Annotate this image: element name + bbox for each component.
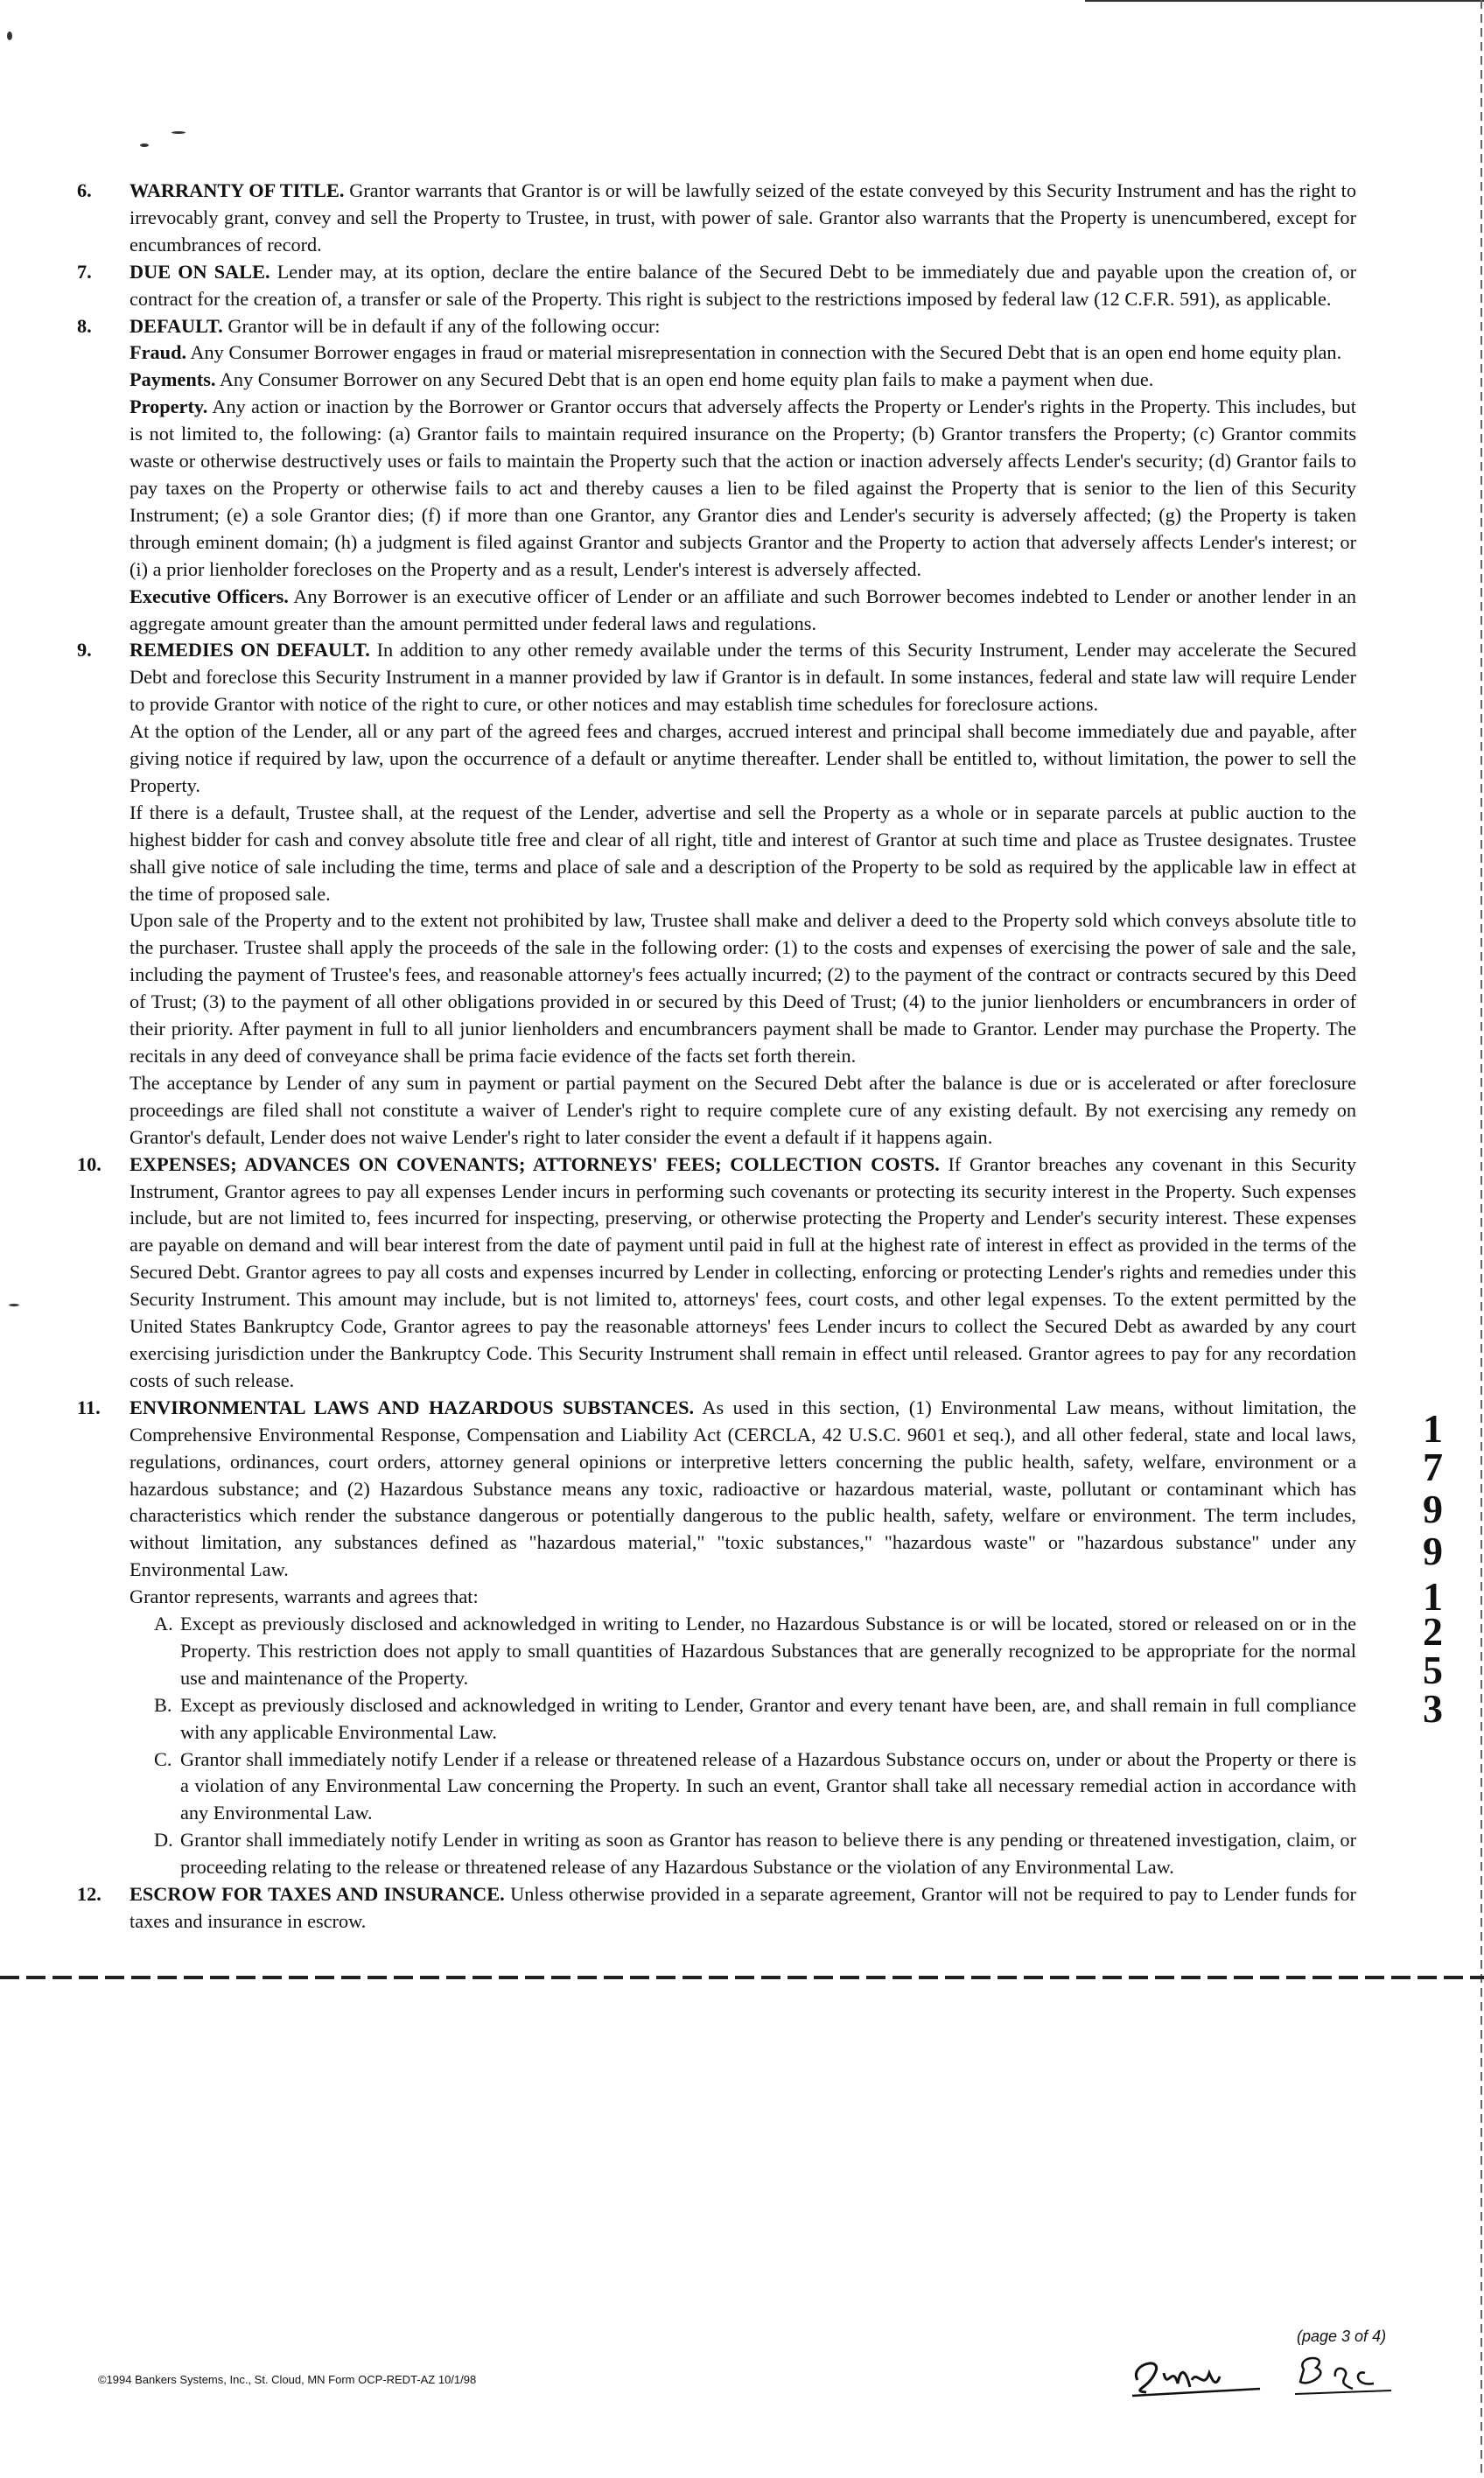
section-text: Unless otherwise provided in a separate agreement, Grantor will not be required to pay to Lender funds for taxes and insurance in escrow. bbox=[130, 1883, 1356, 1932]
scan-edge-line bbox=[1085, 0, 1484, 2]
env-item-label: B. bbox=[154, 1693, 172, 1716]
env-item-d bbox=[77, 1827, 1356, 1881]
section-12 bbox=[77, 1881, 1356, 1936]
default-item-text: Any Borrower is an executive officer of Lender or an affiliate and such Borrower becomes indebted to Lender or another lender in an aggregate amount greater than the amount permitted under federal laws and regulations. bbox=[130, 584, 1357, 634]
default-item-text: Any Consumer Borrower on any Secured Debt that is an open end home equity plan fails to make a payment when due. bbox=[215, 368, 1154, 391]
section-heading: WARRANTY OF TITLE. bbox=[130, 179, 345, 201]
section-heading: ESCROW FOR TAXES AND INSURANCE. bbox=[130, 1883, 505, 1906]
section-heading: REMEDIES ON DEFAULT. bbox=[130, 639, 370, 662]
env-item-text: Grantor shall immediately notify Lender if a release or threatened release of a Hazardous Substance occurs on, under or about the Property or there is a violation of any Environmental Law concerning the Property. In such an event, Grantor shall take all necessary remedial action in accordance with any Environmental Law. bbox=[180, 1747, 1356, 1824]
stamp-digit: 9 bbox=[1423, 1487, 1444, 1531]
env-item-b bbox=[77, 1692, 1356, 1746]
stamp-digit: 3 bbox=[1423, 1686, 1444, 1731]
scan-speck bbox=[9, 1304, 19, 1306]
section-number: 12. bbox=[77, 1883, 102, 1906]
env-item-a bbox=[77, 1611, 1356, 1692]
stamp-digit: 9 bbox=[1423, 1529, 1444, 1573]
env-item-label: A. bbox=[154, 1613, 173, 1635]
remedies-paragraph: If there is a default, Trustee shall, at the request of the Lender, advertise and sell the Property as a whole or in separate parcels at public auction to the highest bidder for cash and convey absolute title free and clear of all right, title and interest of Grantor at such time and place as Trustee designates. Trustee shall give notice of sale including the time, terms and place of sale and a description of the Property to be sold as required by the applicable law in effect at the time of proposed sale. bbox=[130, 801, 1356, 905]
section-heading: DEFAULT. bbox=[130, 314, 223, 337]
default-item-title: Property. bbox=[130, 396, 208, 418]
section-number: 10. bbox=[77, 1152, 102, 1175]
document-body bbox=[77, 178, 1356, 1936]
section-heading: DUE ON SALE. bbox=[130, 260, 270, 283]
default-item-property bbox=[130, 394, 1356, 583]
env-intro: Grantor represents, warrants and agrees that: bbox=[130, 1586, 479, 1608]
default-item-payments bbox=[130, 367, 1356, 394]
section-heading: ENVIRONMENTAL LAWS AND HAZARDOUS SUBSTANCES. bbox=[130, 1396, 695, 1418]
stamp-digit: 7 bbox=[1423, 1445, 1444, 1489]
section-number: 9. bbox=[77, 639, 92, 662]
section-text: Lender may, at its option, declare the entire balance of the Secured Debt to be immediately due and payable upon the creation of, or contract for the creation of, a transfer or sale of the Property. This right is subject to the restrictions imposed by federal law (12 C.F.R. 591), as applicable. bbox=[130, 260, 1356, 310]
stamp-digit: 1 bbox=[1423, 1574, 1444, 1619]
env-item-text: Except as previously disclosed and acknowledged in writing to Lender, no Hazardous Substance is or will be located, stored or released on or in the Property. This restriction does not apply to small quantities of Hazardous Substances that are generally recognized to be appropriate for the normal use and maintenance of the Property. bbox=[180, 1613, 1356, 1689]
default-item-title: Payments. bbox=[130, 368, 216, 391]
env-item-label: C. bbox=[154, 1747, 172, 1770]
section-number: 11. bbox=[77, 1396, 101, 1418]
form-footer: ©1994 Bankers Systems, Inc., St. Cloud, MN Form OCP-REDT-AZ 10/1/98 bbox=[98, 2373, 477, 2386]
stamp-digit: 5 bbox=[1423, 1648, 1444, 1692]
env-item-text: Grantor shall immediately notify Lender in writing as soon as Grantor has reason to believe there is any pending or threatened investigation, claim, or proceeding relating to the release or threatened release of any Hazardous Substance or the violation of any Environmental Law. bbox=[180, 1829, 1356, 1879]
default-item-text: Any action or inaction by the Borrower or Grantor occurs that adversely affects the Property or Lender's rights in the Property. This includes, but is not limited to, the following: (a) Grantor fails to maintain required insurance on the Property; (b) Grantor transfers the Property; (c) Grantor commits waste or otherwise destructively uses or fails to maintain the Property such that the action or inaction adversely affects Lender's security; (d) Grantor fails to pay taxes on the Property or otherwise fails to act and thereby causes a lien to be filed against the Property that is senior to the lien of this Security Instrument; (e) a sole Grantor dies; (f) if more than one Grantor, any Grantor dies and Lender's security is adversely affected; (g) the Property is taken through eminent domain; (h) a judgment is filed against Grantor and subjects Grantor and the Property to action that adversely affects Lender's interest; or (i) a prior lienholder forecloses on the Property and as a result, Lender's interest is adversely affected. bbox=[130, 396, 1356, 580]
scan-speck bbox=[7, 32, 12, 40]
page-number: (page 3 of 4) bbox=[1297, 2328, 1387, 2345]
section-number: 6. bbox=[77, 179, 92, 201]
section-9 bbox=[77, 637, 1356, 1151]
section-11 bbox=[77, 1395, 1356, 1611]
env-item-c bbox=[77, 1746, 1356, 1828]
scan-edge-line-right bbox=[1480, 0, 1482, 2478]
remedies-paragraph: At the option of the Lender, all or any part of the agreed fees and charges, accrued interest and principal shall become immediately due and payable, after giving notice if required by law, upon the occurrence of a default or anytime thereafter. Lender shall be entitled to, without limitation, the power to sell the Property. bbox=[130, 720, 1356, 796]
section-text: Grantor will be in default if any of the following occur: bbox=[222, 314, 661, 337]
section-text: Grantor warrants that Grantor is or will be lawfully seized of the estate conveyed by this Security Instrument and has the right to irrevocably grant, convey and sell the Property to Trustee, in trust, with power of sale. Grantor also warrants that the Property is unencumbered, except for encumbrances of record. bbox=[130, 179, 1356, 256]
default-item-title: Fraud. bbox=[130, 341, 187, 364]
scan-artifact-dashed-line bbox=[0, 1976, 1484, 1979]
initials-signature bbox=[1129, 2338, 1391, 2404]
section-6 bbox=[77, 178, 1356, 259]
section-10 bbox=[77, 1152, 1356, 1395]
default-item-title: Executive Officers. bbox=[130, 584, 289, 607]
stamp-digit: 2 bbox=[1423, 1609, 1444, 1654]
section-number: 8. bbox=[77, 314, 92, 337]
remedies-paragraph: Upon sale of the Property and to the extent not prohibited by law, Trustee shall make and deliver a deed to the Property sold which conveys absolute title to the purchaser. Trustee shall apply the proceeds of the sale in the following order: (1) to the costs and expenses of exercising the power of sale and the sale, including the payment of Trustee's fees, and reasonable attorney's fees actually incurred; (2) to the payment of the contract or contracts secured by this Deed of Trust; (3) to the payment of all other obligations provided in or secured by this Deed of Trust; (4) to the junior lienholders or encumbrancers in order of their priority. After payment in full to all junior lienholders and encumbrancers payment shall be made to Grantor. Lender may purchase the Property. The recitals in any deed of conveyance shall be prima facie evidence of the facts set forth therein. bbox=[130, 909, 1356, 1067]
section-heading: EXPENSES; ADVANCES ON COVENANTS; ATTORNEYS' FEES; COLLECTION COSTS. bbox=[130, 1152, 940, 1175]
scan-speck bbox=[172, 131, 186, 134]
stamp-digit: 1 bbox=[1423, 1406, 1444, 1451]
section-number: 7. bbox=[77, 260, 92, 283]
initials-drawing bbox=[1129, 2338, 1391, 2399]
section-7 bbox=[77, 259, 1356, 313]
default-item-fraud bbox=[130, 340, 1356, 367]
section-text: As used in this section, (1) Environmental Law means, without limitation, the Comprehensive Environmental Response, Compensation and Liability Act (CERCLA, 42 U.S.C. 9601 et seq.), and all other federal, state and local laws, regulations, ordinances, court orders, attorney general opinions or interpretive letters concerning the public health, safety, welfare, environment or a hazardous substance; and (2) Hazardous Substance means any toxic, radioactive or hazardous material, waste, pollutant or contaminant which has characteristics which render the substance dangerous or potentially dangerous to the public health, safety, welfare or environment. The term includes, without limitation, any substances defined as "hazardous material," "toxic substances," "hazardous waste" or "hazardous substance" under any Environmental Law. bbox=[130, 1396, 1356, 1581]
default-item-executive-officers bbox=[130, 584, 1356, 638]
remedies-paragraph: The acceptance by Lender of any sum in payment or partial payment on the Secured Debt after the balance is due or is accelerated or after foreclosure proceedings are filed shall not constitute a waiver of Lender's right to require complete cure of any existing default. By not exercising any remedy on Grantor's default, Lender does not waive Lender's right to later consider the event a default if it happens again. bbox=[130, 1071, 1356, 1148]
section-text: If Grantor breaches any covenant in this Security Instrument, Grantor agrees to pay all expenses Lender incurs in performing such covenants or protecting its security interest in the Property. Such expenses include, but are not limited to, fees incurred for inspecting, preserving, or otherwise protecting the Property and Lender's security interest. These expenses are payable on demand and will bear interest from the date of payment until paid in full at the highest rate of interest in effect as provided in the terms of the Secured Debt. Grantor agrees to pay all costs and expenses incurred by Lender in collecting, enforcing or protecting Lender's rights and remedies under this Security Instrument. This amount may include, but is not limited to, attorneys' fees, court costs, and other legal expenses. To the extent permitted by the United States Bankruptcy Code, Grantor agrees to pay the reasonable attorneys' fees Lender incurs to collect the Secured Debt as awarded by any court exercising jurisdiction under the Bankruptcy Code. This Security Instrument shall remain in effect until released. Grantor agrees to pay for any recordation costs of such release. bbox=[130, 1152, 1356, 1391]
section-8 bbox=[77, 313, 1356, 638]
scan-speck bbox=[140, 144, 149, 147]
env-item-text: Except as previously disclosed and acknowledged in writing to Lender, Grantor and every tenant have been, are, and shall remain in full compliance with any applicable Environmental Law. bbox=[180, 1693, 1356, 1743]
env-item-label: D. bbox=[154, 1829, 173, 1852]
default-item-text: Any Consumer Borrower engages in fraud or material misrepresentation in connection with the Secured Debt that is an open end home equity plan. bbox=[186, 341, 1342, 364]
section-text: In addition to any other remedy available under the terms of this Security Instrument, Lender may accelerate the Secured Debt and foreclose this Security Instrument in a manner provided by law if Grantor is in default. In some instances, federal and state law will require Lender to provide Grantor with notice of the right to cure, or other notices and may establish time schedules for foreclosure actions. bbox=[130, 639, 1356, 716]
